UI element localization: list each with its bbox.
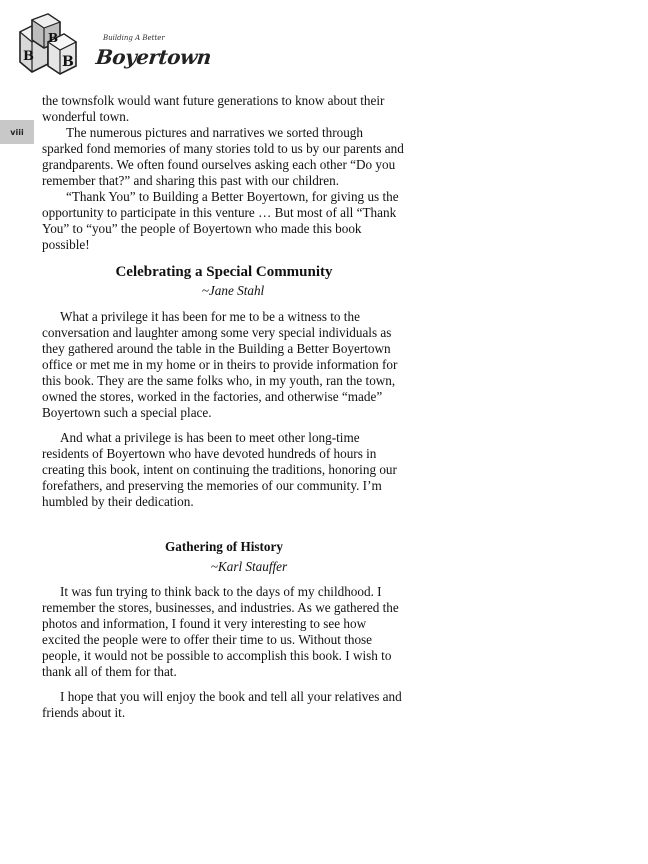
section-heading: Celebrating a Special Community <box>115 264 333 280</box>
section2-paragraph-2: I hope that you will enjoy the book and tell all your relatives and friends about it. <box>42 689 402 720</box>
logo-wordmark: Boyertown <box>94 45 213 69</box>
intro-paragraph-1: the townsfolk would want future generations to know about their wonderful town. <box>42 93 385 124</box>
page-number: viii <box>10 127 24 137</box>
logo-tagline: Building A Better <box>103 34 165 42</box>
block-letter: B <box>23 49 34 64</box>
block-letter: B <box>48 31 59 45</box>
section-author: ~Jane Stahl <box>201 283 265 298</box>
letter-blocks-icon <box>14 12 84 76</box>
section1-paragraph-1: What a privilege it has been for me to be a witness to the conversation and laughter among some very special individuals as they gathered around the table in the Building a Better Boyertown office or met me in my home or in theirs to provide information for this book. They are the same folks who, in my youth, ran the town, owned the stores, worked in the factories, and otherwise “made” Boyertown such a special place. <box>42 309 398 420</box>
intro-paragraph-3: “Thank You” to Building a Better Boyertown, for giving us the opportunity to participate in this venture … But most of all “Thank You” to “you” the people of Boyertown who made this book possible! <box>42 189 399 252</box>
building-a-better-boyertown-logo <box>14 12 213 76</box>
section-author: ~Karl Stauffer <box>210 559 288 574</box>
intro-paragraph-2: The numerous pictures and narratives we sorted through sparked fond memories of many stories told to us by our parents and grandparents. We often found ourselves asking each other “Do you remember that?” and sharing this past with our children. <box>42 125 404 188</box>
page-number-tab <box>0 120 34 144</box>
section1-paragraph-2: And what a privilege is has been to meet other long-time residents of Boyertown who have devoted hundreds of hours in creating this book, intent on continuing the traditions, honoring our forefathers, and preserving the memories of our community. I’m humbled by their dedication. <box>42 430 397 509</box>
section2-paragraph-1: It was fun trying to think back to the days of my childhood. I remember the stores, businesses, and industries. As we gathered the photos and information, I found it very interesting to see how excited the people were to offer their time to us. Without those people, it would not be possible to accomplish this book. I wish to thank all of them for that. <box>42 584 399 679</box>
block-letter: B <box>62 54 74 70</box>
section-heading: Gathering of History <box>165 539 283 554</box>
page-body <box>42 93 406 721</box>
